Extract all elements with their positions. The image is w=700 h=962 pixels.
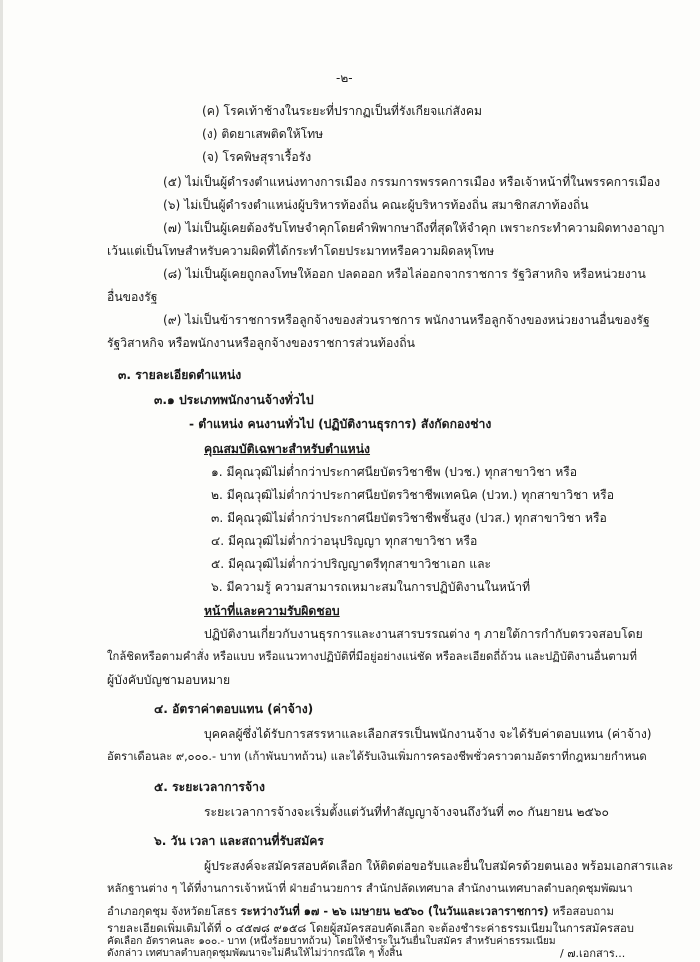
qualification-item-7: (๗) ไม่เป็นผู้เคยต้องรับโทษจำคุกโดยคำพิพากษาถึงที่สุดให้จำคุก เพราะกระทำความผิดทางอาญา: [163, 221, 665, 235]
qualification-list-item: ๕. มีคุณวุฒิไม่ต่ำกว่าปริญญาตรีทุกสาขาวิชาเอก และ: [211, 557, 492, 571]
disease-item-cho: (จ) โรคพิษสุราเรื้อรัง: [202, 150, 312, 164]
qualification-item-9: (๙) ไม่เป็นข้าราชการหรือลูกจ้างของส่วนราชการ พนักงานหรือลูกจ้างของหน่วยงานอื่นของรัฐ: [163, 313, 650, 327]
page-left-edge: [0, 0, 3, 962]
employment-period-text: ระยะเวลาการจ้างจะเริ่มตั้งแต่วันที่ทำสัญญาจ้างจนถึงวันที่ ๓๐ กันยายน ๒๕๖๐: [204, 805, 609, 819]
section-3-heading: ๓. รายละเอียดตำแหน่ง: [118, 368, 242, 382]
qualification-item-6: (๖) ไม่เป็นผู้ดำรงตำแหน่งผู้บริหารท้องถิ่น คณะผู้บริหารท้องถิ่น สมาชิกสภาท้องถิ่น: [163, 198, 589, 212]
application-text-line: คัดเลือก อัตราคนละ ๑๐๐.- บาท (หนึ่งร้อยบาทถ้วน) โดยให้ชำระในวันยื่นใบสมัคร สำหรับค่าธรรมเนียม: [107, 936, 556, 947]
qualification-heading: คุณสมบัติเฉพาะสำหรับตำแหน่ง: [204, 442, 371, 456]
qualification-list-item: ๒. มีคุณวุฒิไม่ต่ำกว่าประกาศนียบัตรวิชาชีพเทคนิค (ปวท.) ทุกสาขาวิชา หรือ: [211, 488, 615, 502]
application-location-text: อำเภอกุดชุม จังหวัดยโสธร: [107, 905, 237, 918]
application-inquiry-text: หรือสอบถาม: [552, 905, 614, 918]
qualification-list-item: ๖. มีความรู้ ความสามารถเหมาะสมในการปฏิบัติงานในหน้าที่: [211, 580, 531, 594]
duties-text-line: ปฏิบัติงานเกี่ยวกับงานธุรการและงานสารบรรณต่าง ๆ ภายใต้การกำกับตรวจสอบโดย: [204, 627, 643, 641]
application-text-line: ผู้ประสงค์จะสมัครสอบคัดเลือก ให้ติดต่อขอรับและยื่นใบสมัครด้วยตนเอง พร้อมเอกสารและ: [204, 859, 674, 873]
section-4-heading: ๔. อัตราค่าตอบแทน (ค่าจ้าง): [154, 702, 314, 716]
qualification-item-9-cont: รัฐวิสาหกิจ หรือพนักงานหรือลูกจ้างของราชการส่วนท้องถิ่น: [107, 336, 415, 350]
wage-text-line: อัตราเดือนละ ๙,๐๐๐.- บาท (เก้าพันบาทถ้วน) และได้รับเงินเพิ่มการครองชีพชั่วคราวตามอัตราที่กฎหมายกำหนด: [107, 750, 647, 763]
qualification-item-8-cont: อื่นของรัฐ: [107, 290, 158, 304]
application-period-text: ระหว่างวันที่ ๑๗ - ๒๖ เมษายน ๒๕๖๐ (ในวันและเวลาราชการ): [240, 905, 549, 918]
qualification-list-item: ๑. มีคุณวุฒิไม่ต่ำกว่าประกาศนียบัตรวิชาชีพ (ปวช.) ทุกสาขาวิชา หรือ: [211, 465, 578, 479]
continuation-text: / ๗.เอกสาร...: [560, 947, 626, 960]
duties-text-line: ใกล้ชิดหรือตามคำสั่ง หรือแบบ หรือแนวทางปฏิบัติที่มีอยู่อย่างแน่ชัด หรือละเอียดถี่ถ้วน และปฏิบัติงานอื่นตามที่: [107, 650, 637, 663]
disease-item-ngo: (ง) ติดยาเสพติดให้โทษ: [202, 127, 324, 141]
qualification-item-5: (๕) ไม่เป็นผู้ดำรงตำแหน่งทางการเมือง กรรมการพรรคการเมือง หรือเจ้าหน้าที่ในพรรคการเมือง: [163, 175, 661, 189]
application-text-line: รายละเอียดเพิ่มเติมได้ที่ ๐ ๔๕๗๘ ๙๑๕๘ โดยผู้สมัครสอบคัดเลือก จะต้องชำระค่าธรรมเนียมในการสมัครสอบ: [107, 922, 634, 935]
qualification-list-item: ๔. มีคุณวุฒิไม่ต่ำกว่าอนุปริญญา ทุกสาขาวิชา หรือ: [211, 534, 478, 548]
application-text-line: หลักฐานต่าง ๆ ได้ที่งานการเจ้าหน้าที่ ฝ่ายอำนวยการ สำนักปลัดเทศบาล สำนักงานเทศบาลตำบลกุดชุมพัฒนา: [107, 882, 633, 895]
qualification-item-7-cont: เว้นแต่เป็นโทษสำหรับความผิดที่ได้กระทำโดยประมาทหรือความผิดลหุโทษ: [107, 244, 495, 258]
wage-text-line: บุคคลผู้ซึ่งได้รับการสรรหาและเลือกสรรเป็นพนักงานจ้าง จะได้รับค่าตอบแทน (ค่าจ้าง): [204, 727, 652, 741]
duties-text-line: ผู้บังคับบัญชามอบหมาย: [107, 673, 231, 687]
qualification-list-item: ๓. มีคุณวุฒิไม่ต่ำกว่าประกาศนียบัตรวิชาชีพชั้นสูง (ปวส.) ทุกสาขาวิชา หรือ: [211, 511, 607, 525]
section-3-1-heading: ๓.๑ ประเภทพนักงานจ้างทั่วไป: [154, 393, 314, 407]
section-6-heading: ๖. วัน เวลา และสถานที่รับสมัคร: [154, 834, 324, 848]
duties-heading: หน้าที่และความรับผิดชอบ: [204, 604, 340, 618]
position-title: - ตำแหน่ง คนงานทั่วไป (ปฏิบัติงานธุรการ) สังกัดกองช่าง: [189, 417, 492, 431]
section-5-heading: ๕. ระยะเวลาการจ้าง: [154, 780, 265, 794]
application-text-line: ดังกล่าว เทศบาลตำบลกุดชุมพัฒนาจะไม่คืนให้ไม่ว่ากรณีใด ๆ ทั้งสิ้น: [107, 948, 403, 959]
disease-item-kho: (ค) โรคเท้าช้างในระยะที่ปรากฏเป็นที่รังเกียจแก่สังคม: [202, 104, 483, 118]
qualification-item-8: (๘) ไม่เป็นผู้เคยถูกลงโทษให้ออก ปลดออก หรือไล่ออกจากราชการ รัฐวิสาหกิจ หรือหน่วยงาน: [163, 267, 646, 281]
application-text-line: [107, 904, 614, 920]
page-number: -๒-: [336, 71, 353, 85]
